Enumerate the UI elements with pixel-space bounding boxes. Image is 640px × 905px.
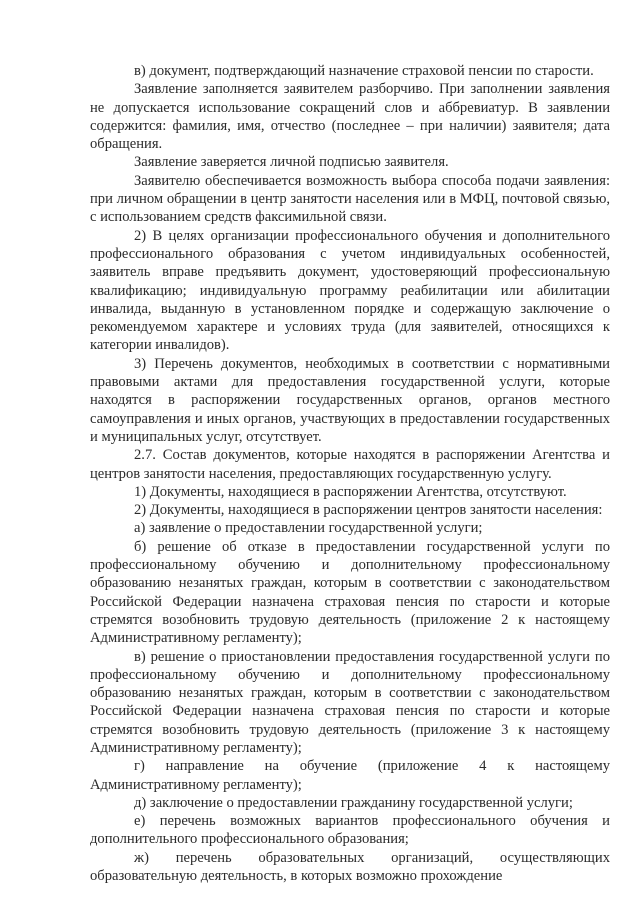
paragraph-point-2-qualification: 2) В целях организации профессионального обучения и дополнительного профессионального образования с учетом индивидуальных особенностей, заявитель вправе предъявить документ, удостоверяющий профессиональную квалификацию; индивидуальную программу реабилитации или абилитации инвалида, выданную в установленном порядке и содержащую заключение о рекомендуемом характере и условиях труда (для заявителей, относящихся к категории инвалидов). [90,227,610,354]
paragraph-center-documents: 2) Документы, находящиеся в распоряжении центров занятости населения: [134,502,603,519]
paragraph-signature: Заявление заверяется личной подписью заявителя. [134,154,449,171]
paragraph-agency-documents: 1) Документы, находящиеся в распоряжении Агентства, отсутствуют. [134,483,567,500]
document-body [90,62,610,885]
paragraph-section-2-7: 2.7. Состав документов, которые находятся в распоряжении Агентства и центров занятости населения, предоставляющих государственную услугу. [90,447,610,482]
paragraph-item-v-pension-document: в) документ, подтверждающий назначение страховой пенсии по старости. [134,63,594,79]
paragraph-submission-methods: Заявителю обеспечивается возможность выбора способа подачи заявления: при личном обращении в центр занятости населения или в МФЦ, почтовой связью, с использованием средств факсимильной связи. [90,172,610,226]
list-item-v: в) решение о приостановлении предоставления государственной услуги по профессиональному обучению и дополнительному профессиональному образованию незанятых граждан, которым в соответствии с законодательством Российской Федерации назначена страховая пенсия по старости и которые стремятся возобновить трудовую деятельность (приложение 3 к настоящему Административному регламенту); [90,648,610,756]
paragraph-application-filling: Заявление заполняется заявителем разборчиво. При заполнении заявления не допускается использование сокращений слов и аббревиатур. В заявлении содержится: фамилия, имя, отчество (последнее – при наличии) заявителя; дата обращения. [90,81,610,153]
list-item-b: б) решение об отказе в предоставлении государственной услуги по профессиональному обучению и дополнительному профессиональному образованию незанятых граждан, которым в соответствии с законодательством Российской Федерации назначена страховая пенсия по старости и которые стремятся возобновить трудовую деятельность (приложение 2 к настоящему Административному регламенту); [90,538,610,647]
list-item-a: а) заявление о предоставлении государственной услуги; [134,520,483,537]
list-item-e: е) перечень возможных вариантов профессионального обучения и дополнительного профессионального образования; [90,813,610,848]
list-item-zh: ж) перечень образовательных организаций, осуществляющих образовательную деятельность, в которых возможно прохождение [90,849,610,885]
list-item-d: д) заключение о предоставлении гражданину государственной услуги; [134,794,573,811]
paragraph-point-3-documents-list: 3) Перечень документов, необходимых в соответствии с нормативными правовыми актами для предоставления государственной услуги, которые находятся в распоряжении государственных органов, органов местного самоуправления и иных органов, участвующих в предоставлении государственных и муниципальных услуг, отсутствует. [90,355,610,445]
list-item-g: г) направление на обучение (приложение 4 к настоящему Административному регламенту); [90,758,610,793]
